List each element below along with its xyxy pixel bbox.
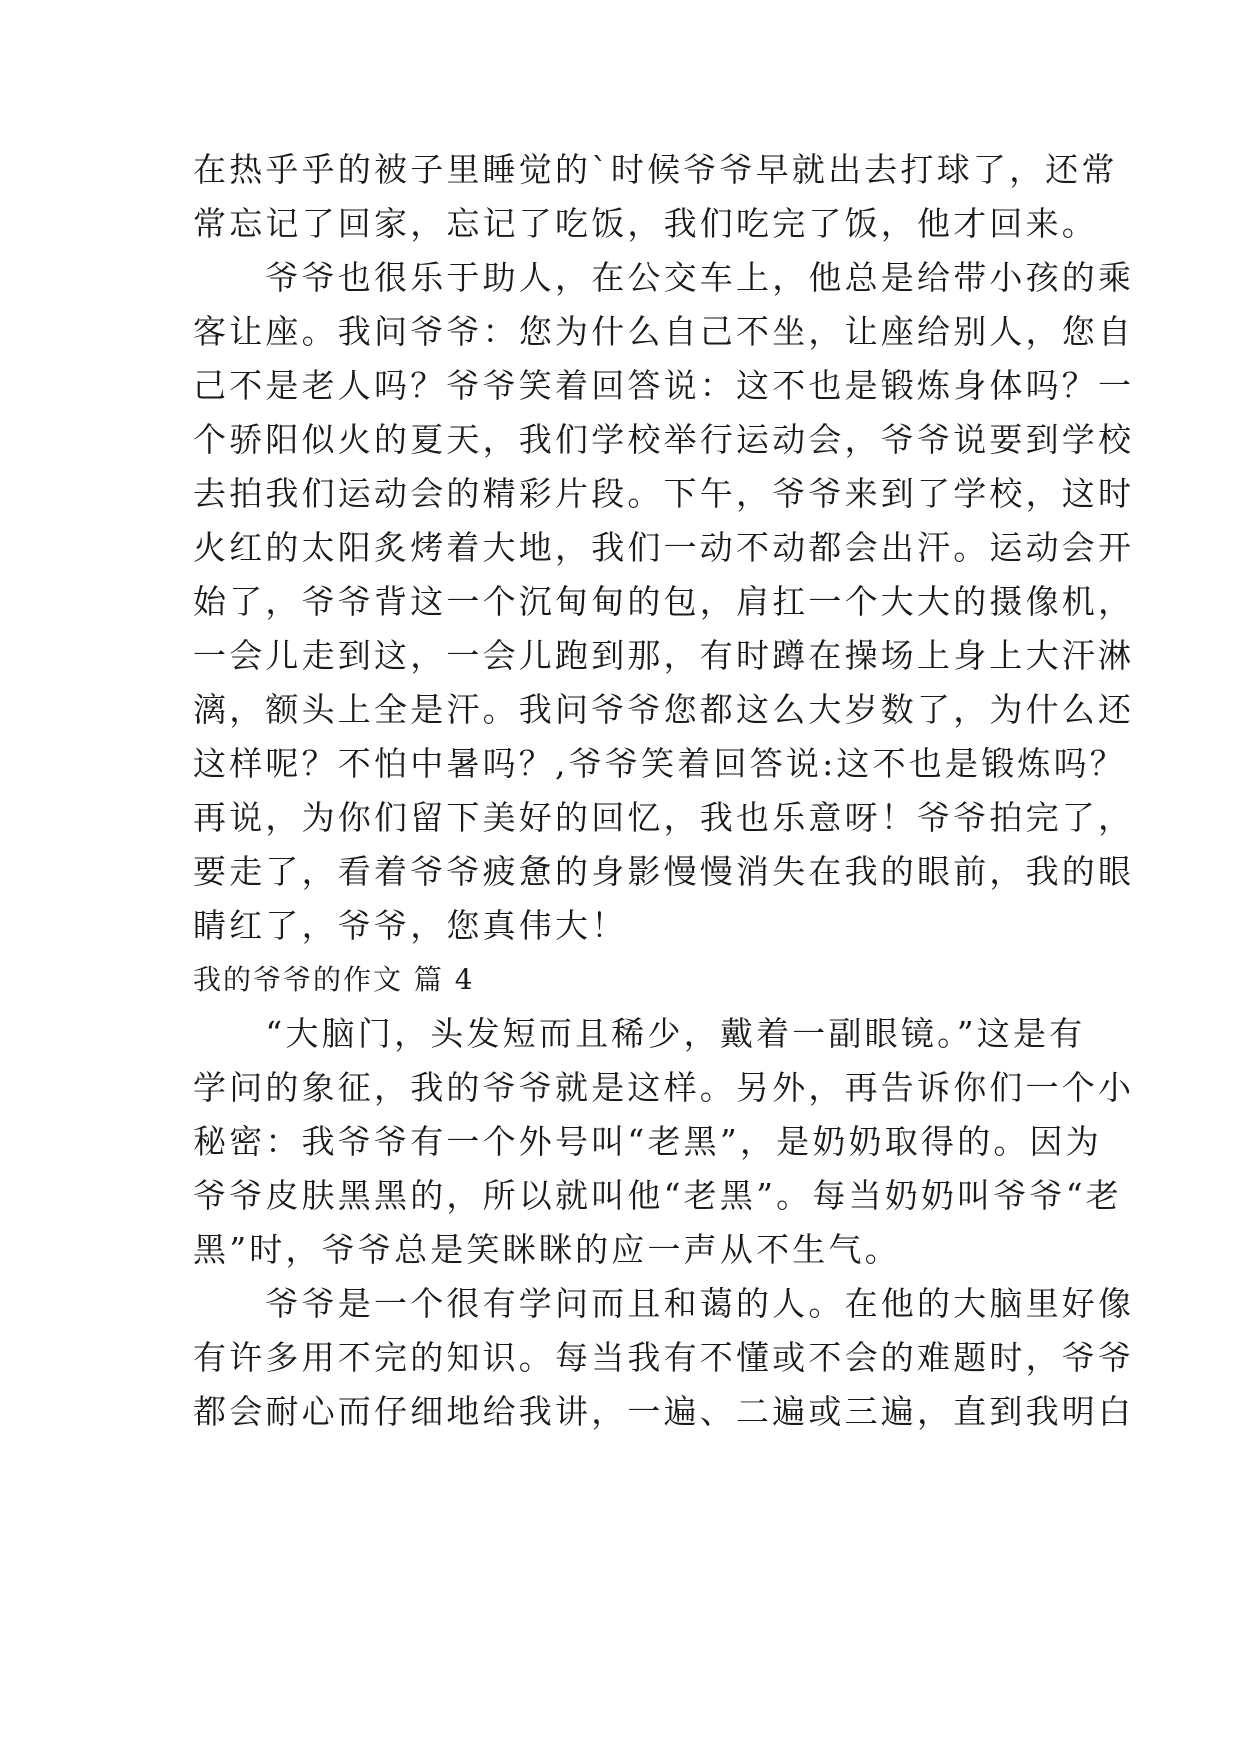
paragraph-line: 始了，爷爷背这一个沉甸甸的包，肩扛一个大大的摄像机， xyxy=(193,582,1135,621)
paragraph-line: 爷爷也很乐于助人，在公交车上，他总是给带小孩的乘 xyxy=(193,258,1135,297)
paragraph-line: 个骄阳似火的夏天，我们学校举行运动会，爷爷说要到学校 xyxy=(193,420,1135,459)
paragraph-line: 在热乎乎的被子里睡觉的`时候爷爷早就出去打球了，还常 xyxy=(193,150,1118,189)
paragraph-line: 漓，额头上全是汗。我问爷爷您都这么大岁数了，为什么还 xyxy=(193,690,1135,729)
paragraph-line: “大脑门，头发短而且稀少，戴着一副眼镜。”这是有 xyxy=(193,1014,1086,1053)
paragraph-line: 黑”时，爷爷总是笑眯眯的应一声从不生气。 xyxy=(193,1230,901,1269)
paragraph-line: 睛红了，爷爷，您真伟大！ xyxy=(193,906,628,945)
paragraph-line: 一会儿走到这，一会儿跑到那，有时蹲在操场上身上大汗淋 xyxy=(193,636,1135,675)
paragraph-line: 火红的太阳炙烤着大地，我们一动不动都会出汗。运动会开 xyxy=(193,528,1135,567)
paragraph-line: 爷爷是一个很有学问而且和蔼的人。在他的大脑里好像 xyxy=(193,1284,1135,1323)
paragraph-line: 再说，为你们留下美好的回忆，我也乐意呀！爷爷拍完了， xyxy=(193,798,1135,837)
paragraph-line: 常忘记了回家，忘记了吃饭，我们吃完了饭，他才回来。 xyxy=(193,204,1098,243)
paragraph-line: 己不是老人吗？爷爷笑着回答说：这不也是锻炼身体吗？一 xyxy=(193,366,1135,405)
paragraph-line: 都会耐心而仔细地给我讲，一遍、二遍或三遍，直到我明白 xyxy=(193,1392,1135,1431)
section-heading: 我的爷爷的作文 篇 4 xyxy=(193,963,475,996)
paragraph-line: 这样呢？不怕中暑吗？,爷爷笑着回答说:这不也是锻炼吗？ xyxy=(193,744,1127,783)
paragraph-line: 去拍我们运动会的精彩片段。下午，爷爷来到了学校，这时 xyxy=(193,474,1135,513)
paragraph-line: 学问的象征，我的爷爷就是这样。另外，再告诉你们一个小 xyxy=(193,1068,1135,1107)
paragraph-line: 客让座。我问爷爷：您为什么自己不坐，让座给别人，您自 xyxy=(193,312,1135,351)
paragraph-line: 秘密：我爷爷有一个外号叫“老黑”，是奶奶取得的。因为 xyxy=(193,1122,1102,1161)
paragraph-line: 爷爷皮肤黑黑的，所以就叫他“老黑”。每当奶奶叫爷爷“老 xyxy=(193,1176,1123,1215)
paragraph-line: 要走了，看着爷爷疲惫的身影慢慢消失在我的眼前，我的眼 xyxy=(193,852,1135,891)
paragraph-line: 有许多用不完的知识。每当我有不懂或不会的难题时，爷爷 xyxy=(193,1338,1135,1377)
